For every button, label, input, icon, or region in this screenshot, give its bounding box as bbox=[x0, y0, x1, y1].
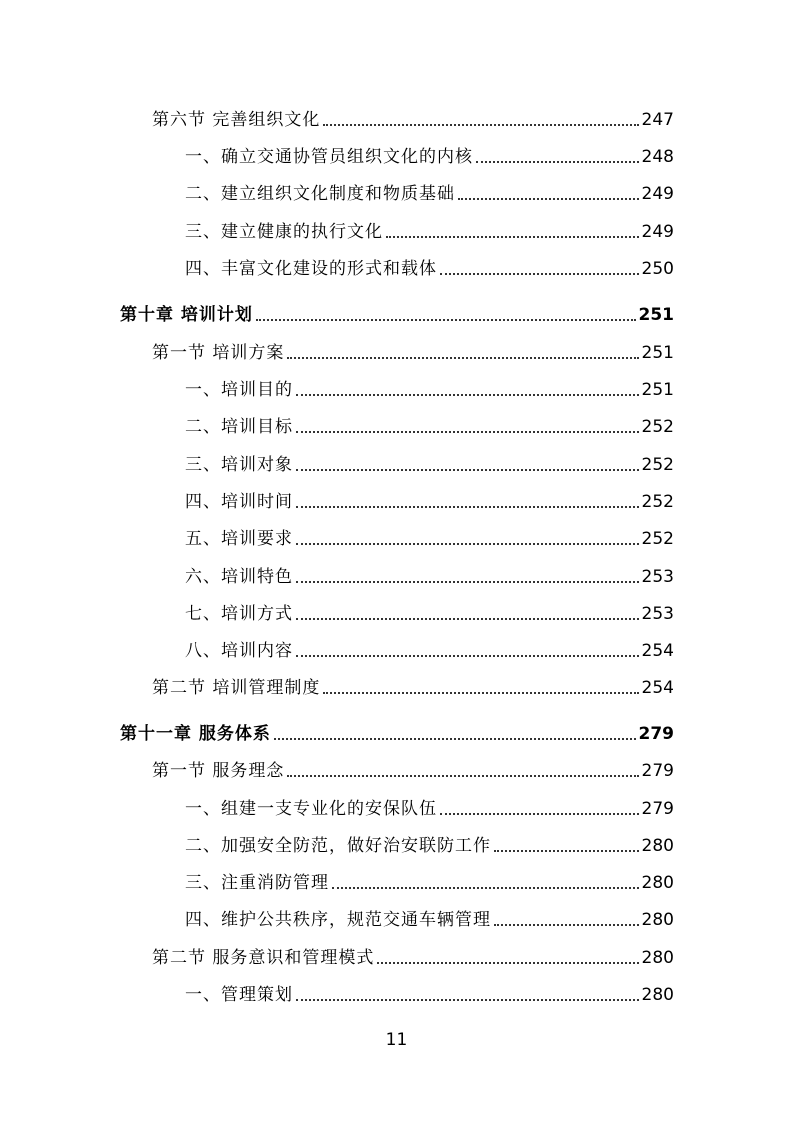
toc-leader bbox=[296, 506, 639, 508]
toc-leader bbox=[296, 581, 639, 583]
toc-entry-page: 252 bbox=[641, 417, 674, 437]
toc-entry-page: 280 bbox=[641, 948, 674, 968]
toc-entry-page: 251 bbox=[638, 305, 674, 325]
toc-entry bbox=[185, 522, 674, 550]
toc-entry-page: 279 bbox=[641, 799, 674, 819]
toc-entry-page: 253 bbox=[641, 604, 674, 624]
toc-entry bbox=[185, 978, 674, 1006]
toc-leader bbox=[296, 431, 639, 433]
toc-entry bbox=[185, 792, 674, 820]
toc-entry-title: 第十一章 服务体系 bbox=[120, 724, 271, 744]
toc-leader bbox=[256, 319, 636, 321]
toc-entry bbox=[152, 336, 674, 364]
toc-entry-page: 251 bbox=[641, 343, 674, 363]
toc-entry bbox=[185, 597, 674, 625]
toc-entry bbox=[185, 485, 674, 513]
toc-leader bbox=[287, 775, 638, 777]
toc-entry-page: 248 bbox=[641, 147, 674, 167]
toc-entry-page: 279 bbox=[638, 724, 674, 744]
toc-entry-title: 二、建立组织文化制度和物质基础 bbox=[185, 184, 455, 204]
toc-leader bbox=[296, 469, 639, 471]
toc-leader bbox=[296, 543, 639, 545]
toc-entry-page: 252 bbox=[641, 529, 674, 549]
toc-entry-page: 249 bbox=[641, 222, 674, 242]
toc-entry bbox=[185, 829, 674, 857]
toc-entry bbox=[185, 448, 674, 476]
toc-leader bbox=[296, 999, 639, 1001]
toc-leader bbox=[296, 394, 639, 396]
toc-entry-title: 四、丰富文化建设的形式和载体 bbox=[185, 259, 437, 279]
toc-leader bbox=[476, 161, 639, 163]
toc-leader bbox=[323, 692, 638, 694]
toc-entry-title: 二、加强安全防范，做好治安联防工作 bbox=[185, 836, 491, 856]
toc-entry-title: 一、确立交通协管员组织文化的内核 bbox=[185, 147, 473, 167]
toc-entry-page: 280 bbox=[641, 910, 674, 930]
toc-leader bbox=[494, 850, 639, 852]
toc-entry bbox=[152, 671, 674, 699]
toc-entry-page: 280 bbox=[641, 985, 674, 1005]
toc-entry-title: 第一节 培训方案 bbox=[152, 343, 285, 363]
toc-leader bbox=[386, 236, 639, 238]
toc-entry-page: 254 bbox=[641, 641, 674, 661]
toc-entry-page: 249 bbox=[641, 184, 674, 204]
toc-entry-page: 252 bbox=[641, 455, 674, 475]
toc-entry-title: 七、培训方式 bbox=[185, 604, 293, 624]
toc-leader bbox=[440, 273, 639, 275]
toc-entry bbox=[185, 140, 674, 168]
toc-entry-title: 三、注重消防管理 bbox=[185, 873, 329, 893]
toc-leader bbox=[323, 124, 638, 126]
toc-entry-page: 251 bbox=[641, 380, 674, 400]
toc-leader bbox=[377, 962, 638, 964]
toc-entry-page: 280 bbox=[641, 873, 674, 893]
toc-entry-title: 一、管理策划 bbox=[185, 985, 293, 1005]
toc-entry bbox=[185, 373, 674, 401]
toc-entry-page: 280 bbox=[641, 836, 674, 856]
toc-entry bbox=[185, 903, 674, 931]
toc-entry bbox=[185, 866, 674, 894]
toc-entry-title: 四、维护公共秩序，规范交通车辆管理 bbox=[185, 910, 491, 930]
toc-entry bbox=[152, 754, 674, 782]
toc-entry-title: 第十章 培训计划 bbox=[120, 305, 253, 325]
page-number: 11 bbox=[385, 1030, 408, 1050]
toc-chapter-entry bbox=[120, 717, 674, 745]
toc-entry-title: 四、培训时间 bbox=[185, 492, 293, 512]
toc-leader bbox=[296, 655, 639, 657]
toc-entry-title: 五、培训要求 bbox=[185, 529, 293, 549]
toc-entry bbox=[185, 177, 674, 205]
toc-leader bbox=[440, 813, 639, 815]
toc-entry-title: 三、培训对象 bbox=[185, 455, 293, 475]
toc-entry-title: 三、建立健康的执行文化 bbox=[185, 222, 383, 242]
toc-leader bbox=[274, 738, 636, 740]
toc-entry bbox=[185, 634, 674, 662]
toc-entry-title: 一、组建一支专业化的安保队伍 bbox=[185, 799, 437, 819]
toc-entry bbox=[185, 410, 674, 438]
toc-entry bbox=[185, 252, 674, 280]
toc-entry-title: 第六节 完善组织文化 bbox=[152, 110, 321, 130]
toc-entry-page: 253 bbox=[641, 567, 674, 587]
toc-leader bbox=[458, 198, 639, 200]
toc-entry bbox=[185, 560, 674, 588]
toc-entry bbox=[152, 941, 674, 969]
toc-entry-title: 二、培训目标 bbox=[185, 417, 293, 437]
toc-entry-title: 第二节 培训管理制度 bbox=[152, 678, 321, 698]
toc-entry-page: 279 bbox=[641, 761, 674, 781]
toc-leader bbox=[332, 887, 639, 889]
toc-chapter-entry bbox=[120, 298, 674, 326]
toc-entry bbox=[152, 103, 674, 131]
toc-entry-title: 第一节 服务理念 bbox=[152, 761, 285, 781]
toc-entry-page: 252 bbox=[641, 492, 674, 512]
toc-entry-page: 254 bbox=[641, 678, 674, 698]
toc-leader bbox=[287, 357, 638, 359]
toc-leader bbox=[296, 618, 639, 620]
toc-entry-title: 八、培训内容 bbox=[185, 641, 293, 661]
toc-entry-page: 247 bbox=[641, 110, 674, 130]
toc-entry-page: 250 bbox=[641, 259, 674, 279]
toc-leader bbox=[494, 924, 639, 926]
toc-entry-title: 六、培训特色 bbox=[185, 567, 293, 587]
toc-entry-title: 第二节 服务意识和管理模式 bbox=[152, 948, 375, 968]
toc-entry bbox=[185, 215, 674, 243]
toc-entry-title: 一、培训目的 bbox=[185, 380, 293, 400]
